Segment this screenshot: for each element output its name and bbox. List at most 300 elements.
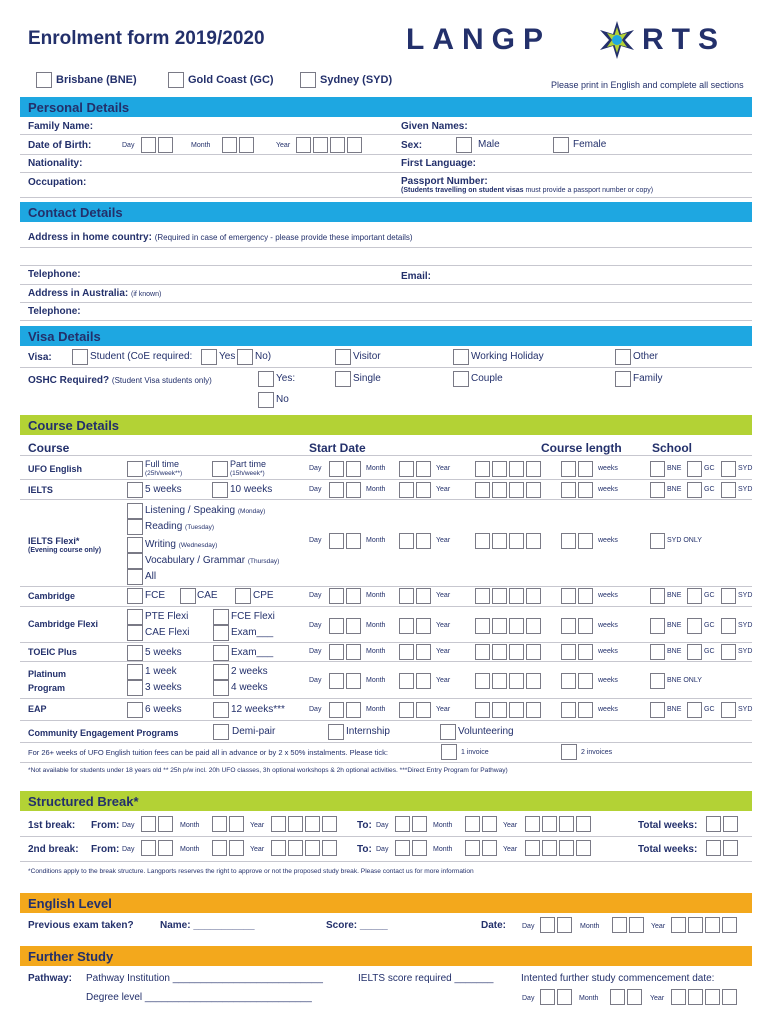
visa-other-checkbox[interactable] — [615, 349, 631, 365]
visa-other-label: Other — [633, 351, 659, 362]
cambridge-weeks-box-1[interactable] — [561, 588, 576, 604]
ielts-flexi-option-1-label: Listening / Speaking (Monday) — [145, 505, 266, 516]
eap-6-checkbox[interactable] — [127, 702, 143, 718]
platinum-month-box-2[interactable] — [416, 673, 431, 689]
commence-month-label: Month — [579, 995, 599, 1002]
cambridge-syd-label: SYD — [738, 592, 753, 599]
first-break-from-day-box-2[interactable] — [158, 816, 173, 832]
first-break-from-year-box-4[interactable] — [322, 816, 337, 832]
ufo-year-box-1[interactable] — [475, 461, 490, 477]
toeic-month-box-1[interactable] — [399, 644, 414, 660]
camflexi-day-box-1[interactable] — [329, 618, 344, 634]
ielts-day-label: Day — [309, 486, 322, 493]
flexi-day-label: Day — [309, 537, 322, 544]
visa-student-label: Student (CoE required: — [90, 351, 193, 362]
camflexi-bne-label: BNE — [667, 622, 682, 629]
ielts-required-field[interactable]: IELTS score required _______ — [358, 973, 494, 984]
cambridge-month-box-1[interactable] — [399, 588, 414, 604]
ielts-syd-label: SYD — [738, 486, 753, 493]
exam-year-box-1[interactable] — [671, 917, 686, 933]
cambridge-weeks-label: weeks — [598, 592, 618, 599]
one-invoice-checkbox[interactable] — [441, 744, 457, 760]
first-break-total-box-1[interactable] — [706, 816, 721, 832]
exam-score-field[interactable]: Score: _____ — [326, 920, 388, 931]
ufo-month-box-1[interactable] — [399, 461, 414, 477]
community-label: Community Engagement Programs — [28, 728, 179, 738]
flexi-month-box-2[interactable] — [416, 533, 431, 549]
cambridge-day-box-1[interactable] — [329, 588, 344, 604]
ielts-month-box-1[interactable] — [399, 482, 414, 498]
camflexi-month-box-1[interactable] — [399, 618, 414, 634]
commence-month-box-2[interactable] — [627, 989, 642, 1005]
flexi-school-box[interactable] — [650, 533, 665, 549]
second-break-to-year-box-1[interactable] — [525, 840, 540, 856]
first-break-total-box-2[interactable] — [723, 816, 738, 832]
first-break-from-day-box-1[interactable] — [141, 816, 156, 832]
flexi-year-box-4[interactable] — [526, 533, 541, 549]
eap-bne-box[interactable] — [650, 702, 665, 718]
ufo-syd-box[interactable] — [721, 461, 736, 477]
flexi-year-box-2[interactable] — [492, 533, 507, 549]
toeic-month-label: Month — [366, 648, 386, 655]
platinum-month-box-1[interactable] — [399, 673, 414, 689]
ielts-flexi-label: IELTS Flexi* — [28, 536, 80, 546]
row-divider — [20, 720, 752, 721]
ufo-month-box-2[interactable] — [416, 461, 431, 477]
eap-12-checkbox[interactable] — [213, 702, 229, 718]
ielts-year-box-4[interactable] — [526, 482, 541, 498]
flexi-year-box-3[interactable] — [509, 533, 524, 549]
ielts-year-box-2[interactable] — [492, 482, 507, 498]
second-break-total-label: Total weeks: — [638, 844, 698, 855]
dob-month-label: Month — [191, 142, 211, 149]
visa-visitor-checkbox[interactable] — [335, 349, 351, 365]
pathway-institution-field[interactable]: Pathway Institution ___________________________ — [86, 973, 323, 984]
ielts-year-label: Year — [436, 486, 451, 493]
platinum-year-box-3[interactable] — [509, 673, 524, 689]
eap-year-box-2[interactable] — [492, 702, 507, 718]
exam-day-label: Day — [522, 923, 535, 930]
camflexi-weeks-box-2[interactable] — [578, 618, 593, 634]
eap-year-box-3[interactable] — [509, 702, 524, 718]
toeic-year-box-2[interactable] — [492, 644, 507, 660]
commence-month-box-1[interactable] — [610, 989, 625, 1005]
platinum-weeks-box-2[interactable] — [578, 673, 593, 689]
ielts-bne-box[interactable] — [650, 482, 665, 498]
toeic-weeks-box-2[interactable] — [578, 644, 593, 660]
toeic-day-box-2[interactable] — [346, 644, 361, 660]
platinum-school-box[interactable] — [650, 673, 665, 689]
eap-day-box-2[interactable] — [346, 702, 361, 718]
toeic-bne-box[interactable] — [650, 644, 665, 660]
exam-year-box-3[interactable] — [705, 917, 720, 933]
first-break-to-day-label: Day — [376, 822, 389, 829]
eap-day-box-1[interactable] — [329, 702, 344, 718]
second-break-to-year-label: Year — [503, 846, 518, 853]
camflexi-year-box-1[interactable] — [475, 618, 490, 634]
platinum-1-checkbox[interactable] — [127, 664, 143, 680]
cambridge-day-label: Day — [309, 592, 322, 599]
ielts-10-checkbox[interactable] — [212, 482, 228, 498]
ufo-year-box-4[interactable] — [526, 461, 541, 477]
platinum-year-box-2[interactable] — [492, 673, 507, 689]
ielts-weeks-box-1[interactable] — [561, 482, 576, 498]
platinum-4-label: 4 weeks — [231, 682, 268, 693]
second-break-from-day-label: Day — [122, 846, 135, 853]
ufo-bne-box[interactable] — [650, 461, 665, 477]
cae-flexi-checkbox[interactable] — [127, 625, 143, 641]
eap-syd-label: SYD — [738, 706, 753, 713]
ufo-year-box-3[interactable] — [509, 461, 524, 477]
campus-sydney-label: Sydney (SYD) — [320, 74, 393, 86]
second-break-from-month-box-2[interactable] — [229, 840, 244, 856]
cambridge-bne-label: BNE — [667, 592, 682, 599]
ielts-flexi-note: (Evening course only) — [28, 547, 102, 554]
ielts-gc-box[interactable] — [687, 482, 702, 498]
second-break-from-year-box-4[interactable] — [322, 840, 337, 856]
cambridge-day-box-2[interactable] — [346, 588, 361, 604]
pathway-label: Pathway: — [28, 973, 72, 984]
coe-yes-checkbox[interactable] — [201, 349, 217, 365]
campus-goldcoast-label: Gold Coast (GC) — [188, 74, 274, 86]
eap-year-box-4[interactable] — [526, 702, 541, 718]
toeic-plus-label: TOEIC Plus — [28, 647, 77, 657]
sex-female-label: Female — [573, 139, 607, 150]
ielts-year-box-1[interactable] — [475, 482, 490, 498]
exam-date-label: Date: — [481, 920, 507, 931]
first-break-to-year-box-3[interactable] — [559, 816, 574, 832]
second-break-from-year-box-3[interactable] — [305, 840, 320, 856]
second-break-to-month-box-2[interactable] — [482, 840, 497, 856]
pte-flexi-checkbox[interactable] — [127, 609, 143, 625]
toeic-syd-box[interactable] — [721, 644, 736, 660]
break-divider — [20, 836, 752, 837]
flexi-year-label: Year — [436, 537, 451, 544]
ielts-gc-label: GC — [704, 486, 715, 493]
coe-yes-label: Yes — [219, 351, 236, 362]
toeic-syd-label: SYD — [738, 648, 753, 655]
cpe-checkbox[interactable] — [235, 588, 251, 604]
second-break-total-box-1[interactable] — [706, 840, 721, 856]
campus-sydney-checkbox[interactable] — [300, 72, 316, 88]
two-invoices-label: 2 invoices — [581, 749, 613, 756]
visa-working-holiday-label: Working Holiday — [471, 351, 544, 362]
second-break-to-label: To: — [357, 844, 372, 855]
camflexi-year-box-2[interactable] — [492, 618, 507, 634]
second-break-from-year-box-2[interactable] — [288, 840, 303, 856]
second-break-to-year-box-3[interactable] — [559, 840, 574, 856]
ufo-bne-label: BNE — [667, 465, 682, 472]
eap-syd-box[interactable] — [721, 702, 736, 718]
form-title: Enrolment form 2019/2020 — [28, 28, 265, 49]
camflexi-syd-box[interactable] — [721, 618, 736, 634]
flexi-weeks-box-1[interactable] — [561, 533, 576, 549]
ielts-day-box-2[interactable] — [346, 482, 361, 498]
first-break-to-month-box-1[interactable] — [465, 816, 480, 832]
ufo-parttime-checkbox[interactable] — [212, 461, 228, 477]
second-break-from-day-box-1[interactable] — [141, 840, 156, 856]
platinum-school-label: BNE ONLY — [667, 677, 702, 684]
ufo-weeks-box-1[interactable] — [561, 461, 576, 477]
platinum-3-checkbox[interactable] — [127, 680, 143, 696]
eap-month-box-2[interactable] — [416, 702, 431, 718]
cam-exam-checkbox[interactable] — [213, 625, 229, 641]
camflexi-month-box-2[interactable] — [416, 618, 431, 634]
dob-month-box-1[interactable] — [222, 137, 237, 153]
demi-pair-label: Demi-pair — [232, 726, 276, 737]
oshc-no-checkbox[interactable] — [258, 392, 274, 408]
ielts-flexi-option-5-label: All — [145, 571, 157, 582]
cambridge-month-label: Month — [366, 592, 386, 599]
second-break-from-label: From: — [91, 844, 120, 855]
toeic-gc-box[interactable] — [687, 644, 702, 660]
ufo-weeks-box-2[interactable] — [578, 461, 593, 477]
dob-day-box-1[interactable] — [141, 137, 156, 153]
cambridge-year-box-4[interactable] — [526, 588, 541, 604]
break-note: *Conditions apply to the break structure. Langports reserves the right to approve or not the proposed study break. Please contact us for more information — [28, 868, 474, 875]
commence-day-box-2[interactable] — [557, 989, 572, 1005]
ielts-bne-label: BNE — [667, 486, 682, 493]
ielts-flexi-option-3-checkbox[interactable] — [127, 537, 143, 553]
email-label: Email: — [401, 271, 432, 282]
camflexi-year-box-4[interactable] — [526, 618, 541, 634]
first-break-to-month-label: Month — [433, 822, 453, 829]
second-break-to-month-box-1[interactable] — [465, 840, 480, 856]
row-divider — [20, 642, 752, 643]
cambridge-flexi-label: Cambridge Flexi — [28, 619, 99, 629]
platinum-4-checkbox[interactable] — [213, 680, 229, 696]
first-break-from-year-label: Year — [250, 822, 265, 829]
visa-student-checkbox[interactable] — [72, 349, 88, 365]
eap-bne-label: BNE — [667, 706, 682, 713]
first-break-from-year-box-2[interactable] — [288, 816, 303, 832]
platinum-year-box-1[interactable] — [475, 673, 490, 689]
payment-note: For 26+ weeks of UFO English tuition fees can be paid all in advance or by 2 x 50% instalments. Please tick: — [28, 748, 388, 757]
toeic-year-box-1[interactable] — [475, 644, 490, 660]
address-australia-label: Address in Australia: (if known) — [28, 288, 162, 299]
second-break-from-year-box-1[interactable] — [271, 840, 286, 856]
course-details-header: Course Details — [20, 415, 752, 435]
internship-checkbox[interactable] — [328, 724, 344, 740]
toeic-year-box-4[interactable] — [526, 644, 541, 660]
cambridge-year-label: Year — [436, 592, 451, 599]
col-course: Course — [28, 441, 70, 455]
first-break-from-year-box-1[interactable] — [271, 816, 286, 832]
flexi-weeks-box-2[interactable] — [578, 533, 593, 549]
platinum-day-box-1[interactable] — [329, 673, 344, 689]
platinum-label-line2: Program — [28, 683, 66, 693]
demi-pair-checkbox[interactable] — [213, 724, 229, 740]
oshc-single-checkbox[interactable] — [335, 371, 351, 387]
camflexi-syd-label: SYD — [738, 622, 753, 629]
dob-year-box-3[interactable] — [330, 137, 345, 153]
cambridge-year-box-2[interactable] — [492, 588, 507, 604]
first-break-from-month-box-2[interactable] — [229, 816, 244, 832]
oshc-couple-checkbox[interactable] — [453, 371, 469, 387]
ufo-day-box-2[interactable] — [346, 461, 361, 477]
flexi-day-box-2[interactable] — [346, 533, 361, 549]
second-break-to-year-box-4[interactable] — [576, 840, 591, 856]
print-note: Please print in English and complete all sections — [551, 80, 744, 90]
fce-flexi-label: FCE Flexi — [231, 611, 275, 622]
camflexi-year-box-3[interactable] — [509, 618, 524, 634]
ielts-flexi-option-4-checkbox[interactable] — [127, 553, 143, 569]
first-break-to-month-box-2[interactable] — [482, 816, 497, 832]
second-break-to-day-box-1[interactable] — [395, 840, 410, 856]
row-divider — [20, 499, 752, 500]
oshc-family-checkbox[interactable] — [615, 371, 631, 387]
ielts-flexi-option-2-checkbox[interactable] — [127, 519, 143, 535]
commence-year-label: Year — [650, 995, 665, 1002]
ielts-month-box-2[interactable] — [416, 482, 431, 498]
platinum-year-box-4[interactable] — [526, 673, 541, 689]
eap-gc-label: GC — [704, 706, 715, 713]
ielts-year-box-3[interactable] — [509, 482, 524, 498]
volunteering-checkbox[interactable] — [440, 724, 456, 740]
camflexi-day-box-2[interactable] — [346, 618, 361, 634]
toeic-exam-checkbox[interactable] — [213, 645, 229, 661]
eap-weeks-box-1[interactable] — [561, 702, 576, 718]
first-break-from-month-box-1[interactable] — [212, 816, 227, 832]
ufo-day-label: Day — [309, 465, 322, 472]
commence-year-box-2[interactable] — [688, 989, 703, 1005]
fce-flexi-checkbox[interactable] — [213, 609, 229, 625]
toeic-year-box-3[interactable] — [509, 644, 524, 660]
toeic-day-box-1[interactable] — [329, 644, 344, 660]
exam-name-field[interactable]: Name: ___________ — [160, 920, 255, 931]
eap-weeks-box-2[interactable] — [578, 702, 593, 718]
ielts-flexi-option-5-checkbox[interactable] — [127, 569, 143, 585]
platinum-year-label: Year — [436, 677, 451, 684]
dob-year-box-1[interactable] — [296, 137, 311, 153]
fce-checkbox[interactable] — [127, 588, 143, 604]
telephone-australia-label: Telephone: — [28, 306, 81, 317]
exam-year-label: Year — [651, 923, 666, 930]
ielts-day-box-1[interactable] — [329, 482, 344, 498]
eap-year-box-1[interactable] — [475, 702, 490, 718]
eap-month-box-1[interactable] — [399, 702, 414, 718]
cae-checkbox[interactable] — [180, 588, 196, 604]
coe-no-checkbox[interactable] — [237, 349, 253, 365]
campus-brisbane-checkbox[interactable] — [36, 72, 52, 88]
ielts-flexi-option-4-label: Vocabulary / Grammar (Thursday) — [145, 555, 280, 566]
ielts-syd-box[interactable] — [721, 482, 736, 498]
exam-month-box-2[interactable] — [629, 917, 644, 933]
exam-day-box-2[interactable] — [557, 917, 572, 933]
two-invoices-checkbox[interactable] — [561, 744, 577, 760]
exam-year-box-4[interactable] — [722, 917, 737, 933]
col-start-date: Start Date — [309, 441, 366, 455]
dob-year-box-2[interactable] — [313, 137, 328, 153]
platinum-weeks-box-1[interactable] — [561, 673, 576, 689]
cambridge-bne-box[interactable] — [650, 588, 665, 604]
cae-flexi-label: CAE Flexi — [145, 627, 190, 638]
cambridge-year-box-1[interactable] — [475, 588, 490, 604]
first-break-from-year-box-3[interactable] — [305, 816, 320, 832]
oshc-single-label: Single — [353, 373, 381, 384]
exam-month-box-1[interactable] — [612, 917, 627, 933]
col-school: School — [652, 441, 693, 455]
dob-label: Date of Birth: — [28, 140, 92, 151]
dob-year-label: Year — [276, 142, 291, 149]
cambridge-syd-box[interactable] — [721, 588, 736, 604]
toeic-gc-label: GC — [704, 648, 715, 655]
cambridge-year-box-3[interactable] — [509, 588, 524, 604]
ufo-day-box-1[interactable] — [329, 461, 344, 477]
platinum-day-box-2[interactable] — [346, 673, 361, 689]
commencement-date-label: Intented further study commencement date: — [521, 973, 715, 984]
cambridge-gc-box[interactable] — [687, 588, 702, 604]
flexi-year-box-1[interactable] — [475, 533, 490, 549]
ufo-year-box-2[interactable] — [492, 461, 507, 477]
sex-male-checkbox[interactable] — [456, 137, 472, 153]
platinum-2-checkbox[interactable] — [213, 664, 229, 680]
second-break-from-month-box-1[interactable] — [212, 840, 227, 856]
cambridge-month-box-2[interactable] — [416, 588, 431, 604]
camflexi-bne-box[interactable] — [650, 618, 665, 634]
flexi-month-box-1[interactable] — [399, 533, 414, 549]
eap-gc-box[interactable] — [687, 702, 702, 718]
eap-weeks-label: weeks — [598, 706, 618, 713]
dob-day-box-2[interactable] — [158, 137, 173, 153]
exam-day-box-1[interactable] — [540, 917, 555, 933]
second-break-to-year-box-2[interactable] — [542, 840, 557, 856]
dob-year-box-4[interactable] — [347, 137, 362, 153]
first-break-to-year-box-4[interactable] — [576, 816, 591, 832]
camflexi-gc-box[interactable] — [687, 618, 702, 634]
ufo-gc-box[interactable] — [687, 461, 702, 477]
campus-goldcoast-checkbox[interactable] — [168, 72, 184, 88]
exam-year-box-2[interactable] — [688, 917, 703, 933]
first-break-to-day-box-2[interactable] — [412, 816, 427, 832]
visa-working-holiday-checkbox[interactable] — [453, 349, 469, 365]
commence-year-box-4[interactable] — [722, 989, 737, 1005]
family-name-label: Family Name: — [28, 121, 94, 132]
commence-year-box-1[interactable] — [671, 989, 686, 1005]
toeic-month-box-2[interactable] — [416, 644, 431, 660]
ielts-10-label: 10 weeks — [230, 484, 273, 495]
oshc-yes-checkbox[interactable] — [258, 371, 274, 387]
degree-level-field[interactable]: Degree level ______________________________ — [86, 992, 312, 1003]
cambridge-weeks-box-2[interactable] — [578, 588, 593, 604]
ielts-month-label: Month — [366, 486, 386, 493]
ufo-fulltime-checkbox[interactable] — [127, 461, 143, 477]
camflexi-weeks-box-1[interactable] — [561, 618, 576, 634]
platinum-1-label: 1 week — [145, 666, 177, 677]
ielts-5-checkbox[interactable] — [127, 482, 143, 498]
commence-year-box-3[interactable] — [705, 989, 720, 1005]
ielts-weeks-label: weeks — [598, 486, 618, 493]
ielts-flexi-option-1-checkbox[interactable] — [127, 503, 143, 519]
first-break-total-label: Total weeks: — [638, 820, 698, 831]
sex-female-checkbox[interactable] — [553, 137, 569, 153]
toeic-5-label: 5 weeks — [145, 647, 182, 658]
first-break-to-year-box-1[interactable] — [525, 816, 540, 832]
dob-month-box-2[interactable] — [239, 137, 254, 153]
ielts-weeks-box-2[interactable] — [578, 482, 593, 498]
toeic-5-checkbox[interactable] — [127, 645, 143, 661]
second-break-total-box-2[interactable] — [723, 840, 738, 856]
camflexi-day-label: Day — [309, 622, 322, 629]
flexi-day-box-1[interactable] — [329, 533, 344, 549]
second-break-to-day-box-2[interactable] — [412, 840, 427, 856]
toeic-weeks-box-1[interactable] — [561, 644, 576, 660]
toeic-year-label: Year — [436, 648, 451, 655]
first-break-to-day-box-1[interactable] — [395, 816, 410, 832]
commence-day-box-1[interactable] — [540, 989, 555, 1005]
first-break-to-year-box-2[interactable] — [542, 816, 557, 832]
second-break-from-day-box-2[interactable] — [158, 840, 173, 856]
